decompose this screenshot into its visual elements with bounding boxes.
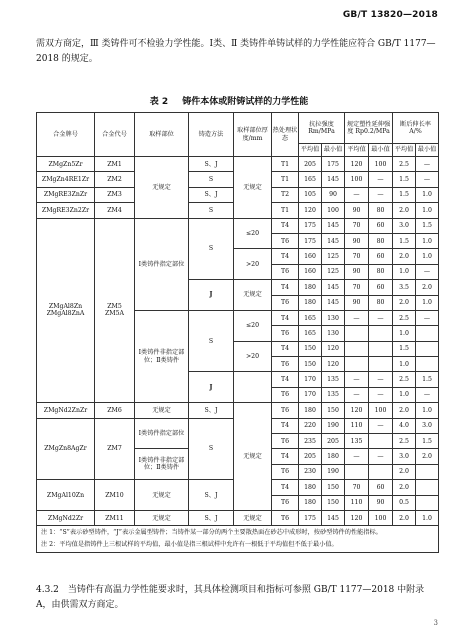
value-cell: 1.0 — [393, 357, 416, 372]
value-cell: 2.5 — [393, 310, 416, 325]
value-cell: 60 — [369, 280, 393, 295]
th-min: 最小值 — [322, 144, 345, 157]
wall-cell: ≤20 — [234, 218, 272, 249]
value-cell: 3.0 — [393, 218, 416, 233]
value-cell: 70 — [345, 480, 369, 495]
alloy-code: ZM6 — [95, 403, 135, 418]
value-cell: 2.0 — [393, 249, 416, 264]
value-cell: 60 — [369, 480, 393, 495]
value-cell: 2.0 — [416, 280, 439, 295]
value-cell: 125 — [322, 249, 345, 264]
heat: T4 — [272, 372, 299, 387]
heat: T2 — [272, 187, 299, 202]
value-cell: 165 — [299, 326, 322, 341]
alloy-code: ZM1 — [95, 157, 135, 172]
value-cell: 3.0 — [416, 418, 439, 433]
alloy-grade: ZMgRE3Zn2Zr — [37, 203, 95, 218]
value-cell: — — [369, 172, 393, 187]
value-cell: 130 — [322, 310, 345, 325]
casting-method: S、J — [189, 157, 234, 172]
value-cell: 1.5 — [416, 218, 439, 233]
value-cell: 190 — [322, 464, 345, 479]
heat: T4 — [272, 310, 299, 325]
value-cell: — — [416, 310, 439, 325]
alloy-code: ZM3 — [95, 187, 135, 202]
value-cell: 2.0 — [416, 449, 439, 464]
value-cell: 1.0 — [416, 187, 439, 202]
th-min: 最小值 — [369, 144, 393, 157]
value-cell: 175 — [299, 218, 322, 233]
sampling-cell: Ⅰ类铸件非指定部位；Ⅱ类铸件 — [135, 310, 189, 402]
value-cell — [369, 326, 393, 341]
value-cell: — — [369, 187, 393, 202]
value-cell: 2.5 — [393, 157, 416, 172]
value-cell: — — [345, 372, 369, 387]
value-cell: 2.0 — [393, 295, 416, 310]
value-cell: 220 — [299, 418, 322, 433]
th-alloy-code: 合金代号 — [95, 113, 135, 157]
value-cell: 60 — [369, 218, 393, 233]
value-cell: 235 — [299, 434, 322, 449]
value-cell: — — [416, 172, 439, 187]
value-cell: 70 — [345, 218, 369, 233]
value-cell — [416, 357, 439, 372]
table-row — [37, 403, 439, 418]
casting-method: S、J — [189, 403, 234, 418]
sampling-cell: 无规定 — [135, 403, 189, 418]
sampling-cell: Ⅰ类铸件指定部位 — [135, 218, 189, 310]
value-cell: 70 — [345, 249, 369, 264]
sampling-cell: 无规定 — [135, 157, 189, 219]
heat: T6 — [272, 357, 299, 372]
standard-number: GB/T 13820—2018 — [342, 10, 438, 20]
heat: T6 — [272, 510, 299, 525]
value-cell: — — [345, 187, 369, 202]
value-cell: 170 — [299, 372, 322, 387]
value-cell: 205 — [322, 434, 345, 449]
value-cell: 1.5 — [393, 187, 416, 202]
value-cell — [416, 464, 439, 479]
value-cell: 1.0 — [393, 264, 416, 279]
value-cell — [369, 357, 393, 372]
alloy-code: ZM7 — [95, 418, 135, 480]
value-cell: 80 — [369, 233, 393, 248]
heat: T4 — [272, 249, 299, 264]
value-cell: 80 — [369, 295, 393, 310]
value-cell: — — [345, 310, 369, 325]
sampling-cell: Ⅰ类铸件指定部位 — [135, 418, 189, 449]
value-cell: 150 — [322, 480, 345, 495]
value-cell: 135 — [345, 434, 369, 449]
value-cell: 180 — [299, 480, 322, 495]
value-cell — [369, 341, 393, 356]
value-cell: 130 — [322, 326, 345, 341]
value-cell: — — [369, 449, 393, 464]
value-cell: 135 — [322, 372, 345, 387]
value-cell: — — [369, 418, 393, 433]
value-cell: 175 — [299, 510, 322, 525]
value-cell: 3.5 — [393, 280, 416, 295]
alloy-grade — [37, 218, 95, 403]
heat: T6 — [272, 264, 299, 279]
th-min: 最小值 — [416, 144, 439, 157]
th-tensile: 抗拉强度 Rm/MPa — [299, 113, 345, 144]
value-cell: 160 — [299, 264, 322, 279]
value-cell: 100 — [322, 203, 345, 218]
table-caption — [0, 94, 458, 107]
value-cell — [416, 480, 439, 495]
value-cell: 180 — [322, 449, 345, 464]
value-cell: 105 — [299, 187, 322, 202]
value-cell: 1.0 — [416, 403, 439, 418]
wall-cell: 无规定 — [234, 157, 272, 219]
value-cell: 2.5 — [393, 434, 416, 449]
casting-method: S — [189, 172, 234, 187]
value-cell: 145 — [322, 172, 345, 187]
heat: T1 — [272, 172, 299, 187]
th-avg: 平均值 — [299, 144, 322, 157]
alloy-grade: ZMgRE3ZnZr — [37, 187, 95, 202]
alloy-grade: ZMgZn8AgZr — [37, 418, 95, 480]
value-cell: 2.0 — [393, 203, 416, 218]
value-cell: 2.0 — [393, 464, 416, 479]
value-cell: 150 — [322, 495, 345, 510]
value-cell: 70 — [345, 280, 369, 295]
casting-method: S、J — [189, 480, 234, 511]
wall-cell — [234, 372, 272, 403]
value-cell: 150 — [299, 341, 322, 356]
value-cell: 145 — [322, 510, 345, 525]
value-cell: 145 — [322, 218, 345, 233]
header-row — [37, 113, 439, 144]
value-cell: 110 — [345, 418, 369, 433]
value-cell: 180 — [299, 280, 322, 295]
wall-cell: 无规定 — [234, 510, 272, 525]
value-cell: 120 — [299, 203, 322, 218]
table-notes — [37, 526, 439, 553]
sampling-cell: 无规定 — [135, 480, 189, 511]
alloy-grade: ZMgZn4RE1Zr — [37, 172, 95, 187]
value-cell: — — [369, 310, 393, 325]
wall-cell: 无规定 — [234, 280, 272, 311]
alloy-grade: ZMgZn5Zr — [37, 157, 95, 172]
value-cell: 2.0 — [393, 510, 416, 525]
value-cell: 180 — [299, 403, 322, 418]
alloy-code: ZM11 — [95, 510, 135, 525]
value-cell: 90 — [345, 264, 369, 279]
wall-cell: 无规定 — [234, 403, 272, 511]
value-cell: 150 — [299, 357, 322, 372]
heat: T6 — [272, 403, 299, 418]
value-cell: 1.5 — [393, 172, 416, 187]
casting-method: S — [189, 310, 234, 372]
value-cell: — — [416, 264, 439, 279]
value-cell — [345, 357, 369, 372]
alloy-grade: ZMgNd2ZnZr — [37, 403, 95, 418]
heat: T6 — [272, 326, 299, 341]
value-cell — [369, 464, 393, 479]
value-cell — [369, 434, 393, 449]
value-cell: 90 — [322, 187, 345, 202]
th-avg: 平均值 — [345, 144, 369, 157]
value-cell: 1.5 — [393, 233, 416, 248]
value-cell: 100 — [345, 172, 369, 187]
value-cell: — — [369, 387, 393, 402]
value-cell: — — [345, 449, 369, 464]
alloy-grade: ZMgAl10Zn — [37, 480, 95, 511]
value-cell: 60 — [369, 249, 393, 264]
th-alloy-grade: 合金牌号 — [37, 113, 95, 157]
value-cell — [416, 341, 439, 356]
note-2: 注 2：平均值是指铸件上三根试样的平均值，最小值是指三根试样中允许有一根低于平均值但不低于最小值。 — [41, 540, 338, 548]
value-cell: 170 — [299, 387, 322, 402]
value-cell: 1.0 — [393, 387, 416, 402]
value-cell: 2.0 — [393, 403, 416, 418]
heat: T4 — [272, 218, 299, 233]
value-cell: 205 — [299, 157, 322, 172]
value-cell: 1.5 — [393, 341, 416, 356]
table-row — [37, 218, 439, 233]
sampling-cell: 无规定 — [135, 510, 189, 525]
value-cell: 120 — [345, 157, 369, 172]
th-heat-treatment: 热处理状态 — [272, 113, 299, 157]
value-cell: 160 — [299, 249, 322, 264]
heat: T4 — [272, 341, 299, 356]
heat: T6 — [272, 295, 299, 310]
heat: T6 — [272, 495, 299, 510]
alloy-code: ZM10 — [95, 480, 135, 511]
value-cell — [416, 495, 439, 510]
clause-4-3-2: 4.3.2 当铸件有高温力学性能要求时，其具体检测项目和指标可参照 GB/T 1177—2018 中附录 A，由供需双方商定。 — [36, 585, 425, 610]
value-cell: 90 — [369, 495, 393, 510]
value-cell: — — [416, 387, 439, 402]
th-casting-method: 铸造方法 — [189, 113, 234, 157]
table-number: 表 2 — [149, 97, 169, 107]
alloy-code: ZM2 — [95, 172, 135, 187]
value-cell — [416, 326, 439, 341]
table-row — [37, 157, 439, 172]
value-cell: — — [369, 372, 393, 387]
value-cell — [345, 326, 369, 341]
value-cell: 1.0 — [416, 510, 439, 525]
heat: T6 — [272, 434, 299, 449]
value-cell: 1.5 — [416, 434, 439, 449]
value-cell: 1.0 — [416, 249, 439, 264]
value-cell: 0.5 — [393, 495, 416, 510]
value-cell — [345, 464, 369, 479]
th-elongation: 断后伸长率 A/% — [393, 113, 439, 144]
value-cell: 165 — [299, 172, 322, 187]
th-sampling: 取样部位 — [135, 113, 189, 157]
value-cell: 1.0 — [416, 295, 439, 310]
value-cell: 3.0 — [393, 449, 416, 464]
heat: T4 — [272, 418, 299, 433]
heat: T4 — [272, 280, 299, 295]
value-cell: 100 — [369, 157, 393, 172]
casting-method: S — [189, 218, 234, 280]
value-cell: 205 — [299, 449, 322, 464]
value-cell: 175 — [299, 233, 322, 248]
casting-method: S — [189, 203, 234, 218]
value-cell: 120 — [322, 341, 345, 356]
casting-method: J — [189, 280, 234, 311]
value-cell: 100 — [369, 510, 393, 525]
value-cell: — — [345, 387, 369, 402]
value-cell: 1.5 — [416, 372, 439, 387]
value-cell: 125 — [322, 264, 345, 279]
value-cell: 190 — [322, 418, 345, 433]
value-cell: 90 — [345, 203, 369, 218]
mechanical-properties-table — [36, 112, 439, 553]
heat: T1 — [272, 157, 299, 172]
value-cell: 165 — [299, 310, 322, 325]
alloy-code: ZM4 — [95, 203, 135, 218]
value-cell: 175 — [322, 157, 345, 172]
value-cell: 80 — [369, 264, 393, 279]
value-cell: 90 — [345, 295, 369, 310]
value-cell: 230 — [299, 464, 322, 479]
table-title: 铸件本体或附铸试样的力学性能 — [182, 97, 309, 107]
heat: T6 — [272, 464, 299, 479]
note-1: 注 1：“S”表示砂型铸件，“J”表示金属型铸件；当铸件某一部分的两个主要散热面在砂芯中成形时，按砂型铸件的性能指标。 — [41, 529, 382, 537]
casting-method: S、J — [189, 510, 234, 525]
value-cell: 180 — [299, 295, 322, 310]
wall-cell: >20 — [234, 249, 272, 280]
value-cell: 4.0 — [393, 418, 416, 433]
heat: T4 — [272, 449, 299, 464]
value-cell: 135 — [322, 387, 345, 402]
value-cell: 150 — [322, 403, 345, 418]
value-cell: 1.0 — [393, 326, 416, 341]
alloy-grade: ZMgNd2Zr — [37, 510, 95, 525]
value-cell: 145 — [322, 233, 345, 248]
casting-method: S、J — [189, 187, 234, 202]
value-cell: 90 — [345, 233, 369, 248]
value-cell: 1.0 — [416, 233, 439, 248]
value-cell: 80 — [369, 203, 393, 218]
alloy-grade-1: ZMgAl8Zn — [48, 303, 83, 311]
value-cell: 2.5 — [393, 372, 416, 387]
th-avg: 平均值 — [393, 144, 416, 157]
casting-method: S — [189, 418, 234, 480]
value-cell: 100 — [369, 403, 393, 418]
alloy-code-2: ZM5A — [104, 310, 125, 318]
th-wall-thickness: 取样部位厚度/mm — [234, 113, 272, 157]
value-cell: 2.0 — [393, 480, 416, 495]
sampling-cell: Ⅰ类铸件非指定部位；Ⅱ类铸件 — [135, 449, 189, 480]
heat: T4 — [272, 480, 299, 495]
intro-paragraph: 需双方商定，Ⅲ 类铸件可不检验力学性能。Ⅰ类、Ⅱ 类铸件单铸试样的力学性能应符合 GB/T 1177—2018 的规定。 — [36, 39, 436, 64]
wall-cell: >20 — [234, 341, 272, 372]
alloy-code — [95, 218, 135, 403]
value-cell: 145 — [322, 295, 345, 310]
value-cell: 1.0 — [416, 203, 439, 218]
heat: T1 — [272, 203, 299, 218]
value-cell: 120 — [345, 403, 369, 418]
th-yield: 规定塑性延伸强度 Rp0.2/MPa — [345, 113, 393, 144]
alloy-code-1: ZM5 — [107, 303, 122, 311]
value-cell — [345, 341, 369, 356]
page-number: 3 — [433, 619, 438, 627]
value-cell: — — [416, 157, 439, 172]
notes-row — [37, 526, 439, 553]
heat: T6 — [272, 233, 299, 248]
table-row — [37, 510, 439, 525]
heat: T6 — [272, 387, 299, 402]
wall-cell: ≤20 — [234, 310, 272, 341]
value-cell: 180 — [299, 495, 322, 510]
value-cell: 145 — [322, 280, 345, 295]
value-cell: 110 — [345, 495, 369, 510]
alloy-grade-2: ZMgAl8ZnA — [46, 310, 85, 318]
value-cell: 120 — [322, 357, 345, 372]
casting-method: J — [189, 372, 234, 403]
value-cell: 120 — [345, 510, 369, 525]
